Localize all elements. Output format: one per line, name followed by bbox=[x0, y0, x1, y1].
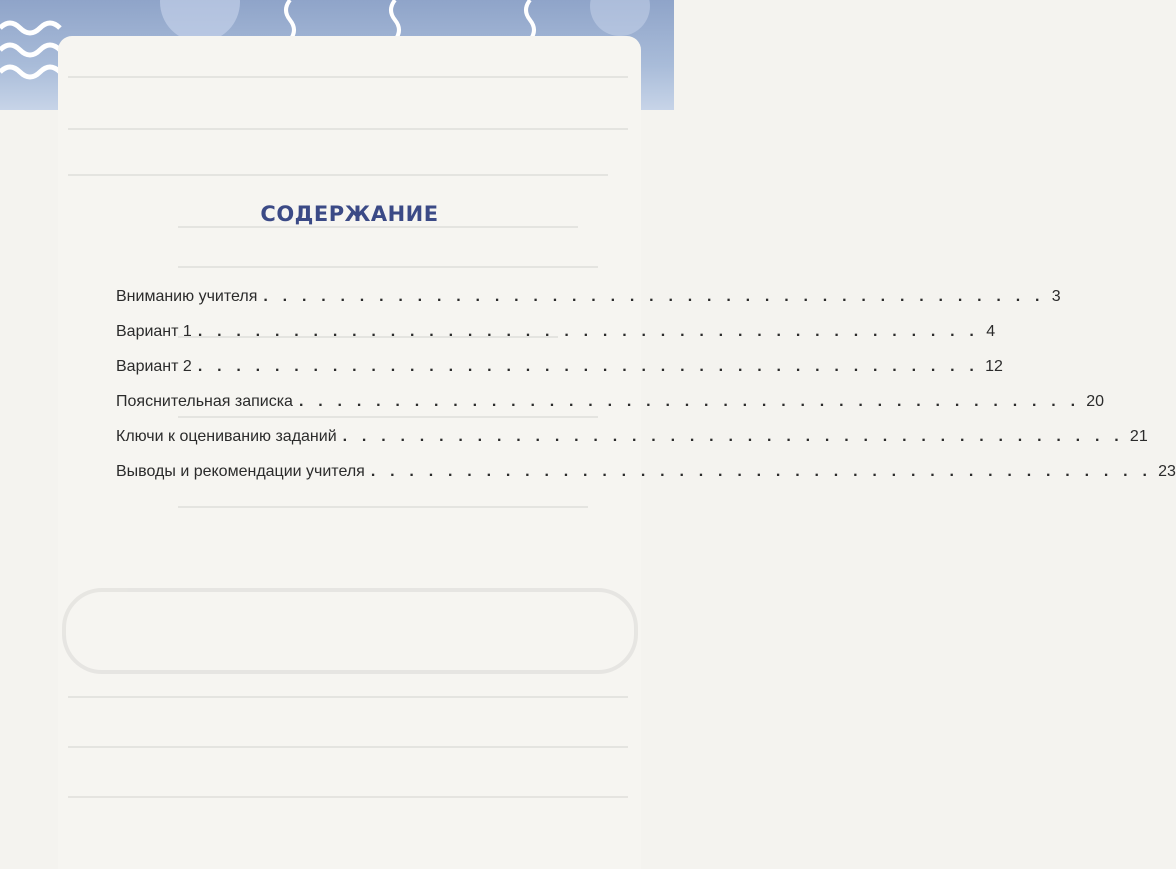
toc-entry[interactable] bbox=[116, 463, 1176, 498]
toc-entry[interactable] bbox=[116, 393, 1105, 428]
toc-dot-leader: . . . . . . . . . . . . . . . . . . . . . . . . . . . . . . . . . . . . . . . . . bbox=[197, 323, 980, 340]
toc-entry-page: 21 bbox=[1129, 428, 1148, 445]
page-title: СОДЕРЖАНИЕ bbox=[260, 202, 439, 226]
toc-entry-label: Вариант 1 bbox=[116, 323, 192, 340]
toc-dot-leader: . . . . . . . . . . . . . . . . . . . . . . . . . . . . . . . . . . . . . . . . . bbox=[342, 428, 1124, 445]
toc-entry-label: Вниманию учителя bbox=[116, 288, 258, 305]
toc-dot-leader: . . . . . . . . . . . . . . . . . . . . . . . . . . . . . . . . . . . . . . . . . bbox=[263, 288, 1045, 305]
page-sheet bbox=[58, 36, 1176, 869]
toc-entry-label: Выводы и рекомендации учителя bbox=[116, 463, 365, 480]
toc-dot-leader: . . . . . . . . . . . . . . . . . . . . . . . . . . . . . . . . . . . . . . . . . bbox=[370, 463, 1153, 480]
toc-entry[interactable] bbox=[116, 358, 1003, 393]
toc-entry-page: 12 bbox=[985, 358, 1003, 375]
toc-entry-page: 3 bbox=[1051, 288, 1061, 305]
toc-entry[interactable] bbox=[116, 323, 996, 358]
toc-entry-page: 20 bbox=[1086, 393, 1105, 410]
toc-entry-label: Вариант 2 bbox=[116, 358, 192, 375]
toc-entry-label: Ключи к оцениванию заданий bbox=[116, 428, 337, 445]
toc-dot-leader: . . . . . . . . . . . . . . . . . . . . . . . . . . . . . . . . . . . . . . . . . bbox=[197, 358, 980, 375]
table-of-contents bbox=[116, 288, 1176, 498]
toc-dot-leader: . . . . . . . . . . . . . . . . . . . . . . . . . . . . . . . . . . . . . . . . . bbox=[298, 393, 1081, 410]
toc-entry-page: 23 bbox=[1158, 463, 1176, 480]
toc-entry-page: 4 bbox=[986, 323, 996, 340]
toc-entry-label: Пояснительная записка bbox=[116, 393, 293, 410]
toc-entry[interactable] bbox=[116, 288, 1061, 323]
toc-entry[interactable] bbox=[116, 428, 1148, 463]
